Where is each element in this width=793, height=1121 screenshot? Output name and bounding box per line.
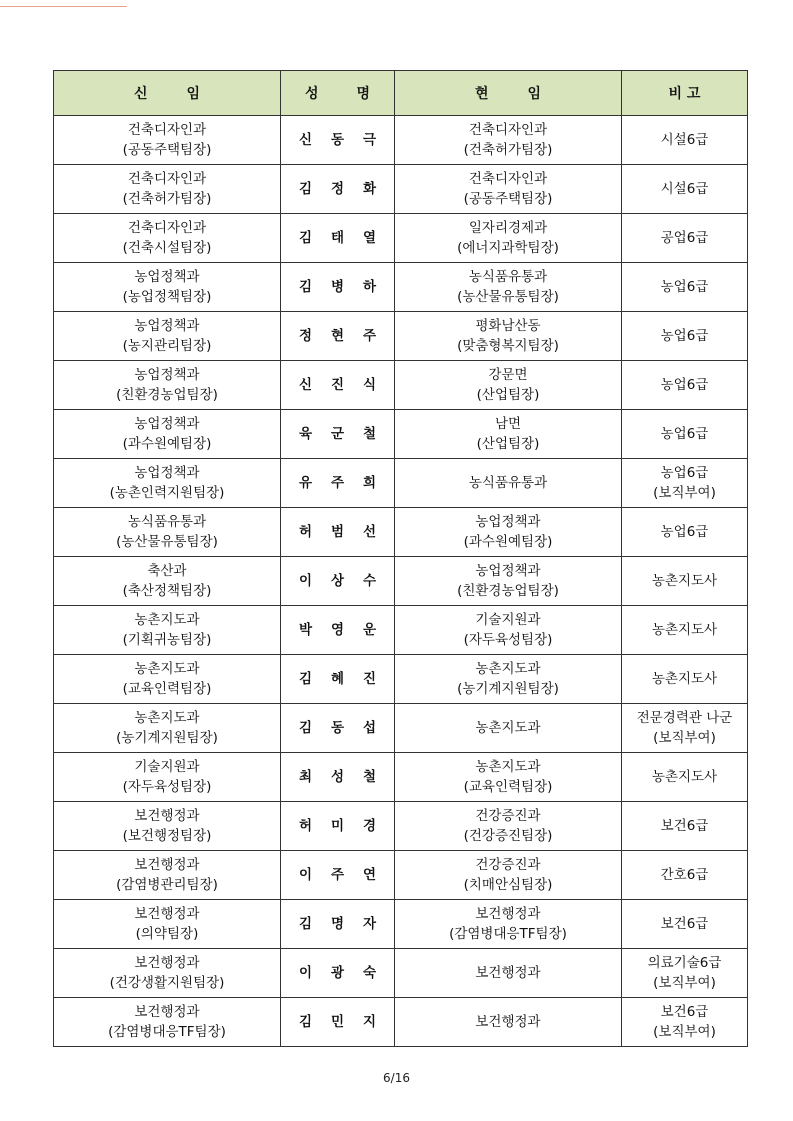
new-position-cell — [54, 998, 281, 1047]
name-char: 하 — [362, 279, 376, 295]
current-position-cell-line-1: 농업정책과 — [475, 563, 541, 579]
current-position-cell-line-1: 농촌지도과 — [475, 661, 541, 677]
current-position-cell-line-2: (산업팀장) — [476, 387, 540, 403]
current-position-cell — [395, 802, 622, 851]
current-position-cell-line-1: 평화남산동 — [475, 318, 541, 334]
current-position-cell-line-1: 농촌지도과 — [475, 720, 541, 736]
new-position-cell-line-2: (기획귀농팀장) — [122, 632, 212, 648]
note-cell — [622, 606, 748, 655]
current-position-cell — [395, 606, 622, 655]
table-row — [54, 655, 748, 704]
table-row — [54, 508, 748, 557]
name-char: 병 — [330, 279, 345, 295]
new-position-cell-line-2: (농촌인력지원팀장) — [109, 485, 225, 501]
current-position-cell — [395, 263, 622, 312]
table-row — [54, 312, 748, 361]
table-row — [54, 361, 748, 410]
new-position-cell-line-2: (농지관리팀장) — [122, 338, 212, 354]
note-cell — [622, 704, 748, 753]
current-position-cell-line-1: 보건행정과 — [475, 1014, 541, 1030]
table-row — [54, 753, 748, 802]
name-char: 운 — [362, 622, 376, 638]
current-position-cell-line-2: (농기계지원팀장) — [457, 681, 559, 697]
header-note: 비 고 — [622, 71, 748, 116]
new-position-cell-line-1: 농업정책과 — [134, 269, 200, 285]
current-position-cell-line-2: (산업팀장) — [476, 436, 540, 452]
current-position-cell — [395, 557, 622, 606]
name-char: 철 — [362, 426, 376, 442]
note-cell-line-1: 농업6급 — [660, 524, 709, 540]
person-name-cell — [281, 949, 395, 998]
new-position-cell — [54, 606, 281, 655]
current-position-cell-line-1: 건강증진과 — [475, 857, 541, 873]
new-position-cell-line-1: 농식품유통과 — [127, 514, 207, 530]
note-cell-line-1: 농업6급 — [660, 279, 709, 295]
note-cell — [622, 312, 748, 361]
current-position-cell — [395, 851, 622, 900]
name-char: 숙 — [362, 965, 376, 981]
new-position-cell — [54, 214, 281, 263]
current-position-cell — [395, 753, 622, 802]
current-position-cell-line-1: 농촌지도과 — [475, 759, 541, 775]
person-name-cell — [281, 459, 395, 508]
current-position-cell — [395, 410, 622, 459]
name-char: 혜 — [330, 671, 345, 687]
current-position-cell-line-2: (건강증진팀장) — [463, 828, 553, 844]
new-position-cell-line-2: (농기계지원팀장) — [116, 730, 218, 746]
header-new-position — [54, 71, 281, 116]
new-position-cell — [54, 263, 281, 312]
header-name-a: 성 — [305, 86, 319, 102]
name-char: 지 — [362, 1014, 376, 1030]
new-position-cell-line-1: 축산과 — [147, 563, 187, 579]
current-position-cell — [395, 900, 622, 949]
name-char: 영 — [330, 622, 345, 638]
person-name-cell — [281, 851, 395, 900]
note-cell-line-1: 공업6급 — [660, 230, 709, 246]
note-cell-line-1: 간호6급 — [660, 867, 709, 883]
new-position-cell — [54, 116, 281, 165]
new-position-cell-line-2: (건축시설팀장) — [122, 240, 212, 256]
table-row — [54, 263, 748, 312]
note-cell-line-1: 농업6급 — [660, 465, 709, 481]
current-position-cell-line-2: (치매안심팀장) — [463, 877, 553, 893]
name-char: 유 — [299, 475, 313, 491]
new-position-cell-line-2: (건축허가팀장) — [122, 191, 212, 207]
new-position-cell — [54, 802, 281, 851]
current-position-cell-line-2: (교육인력팀장) — [463, 779, 553, 795]
person-name-cell — [281, 753, 395, 802]
new-position-cell-line-1: 농촌지도과 — [134, 710, 200, 726]
current-position-cell-line-2: (농산물유통팀장) — [457, 289, 559, 305]
name-char: 정 — [299, 328, 313, 344]
note-cell-line-1: 농촌지도사 — [651, 573, 718, 589]
note-cell-line-1: 보건6급 — [660, 818, 709, 834]
name-char: 현 — [330, 328, 345, 344]
name-char: 정 — [330, 181, 345, 197]
name-char: 주 — [330, 475, 345, 491]
header-current-position — [395, 71, 622, 116]
page-number: 6/16 — [383, 1071, 410, 1085]
current-position-cell-line-1: 보건행정과 — [475, 965, 541, 981]
current-position-cell — [395, 361, 622, 410]
current-position-cell — [395, 312, 622, 361]
person-name-cell — [281, 802, 395, 851]
current-position-cell — [395, 459, 622, 508]
table-row — [54, 410, 748, 459]
note-cell-line-1: 전문경력관 나군 — [636, 710, 733, 726]
name-char: 수 — [362, 573, 376, 589]
new-position-cell-line-1: 농촌지도과 — [134, 612, 200, 628]
current-position-cell-line-2: (과수원예팀장) — [463, 534, 553, 550]
name-char: 허 — [299, 524, 313, 540]
name-char: 김 — [299, 916, 313, 932]
note-cell — [622, 655, 748, 704]
note-cell — [622, 949, 748, 998]
current-position-cell-line-1: 농식품유통과 — [468, 269, 548, 285]
name-char: 철 — [362, 769, 376, 785]
note-cell — [622, 900, 748, 949]
note-cell — [622, 508, 748, 557]
note-cell-line-2: (보직부여) — [653, 975, 716, 991]
note-cell-line-1: 시설6급 — [660, 132, 709, 148]
new-position-cell-line-2: (의약팀장) — [135, 926, 199, 942]
current-position-cell — [395, 655, 622, 704]
note-cell-line-1: 농촌지도사 — [651, 622, 718, 638]
new-position-cell-line-2: (감염병대응TF팀장) — [108, 1024, 226, 1040]
note-cell-line-2: (보직부여) — [653, 1024, 716, 1040]
name-char: 광 — [330, 965, 345, 981]
new-position-cell-line-2: (자두육성팀장) — [122, 779, 212, 795]
header-new-a: 신 — [133, 86, 148, 102]
new-position-cell — [54, 459, 281, 508]
note-cell — [622, 165, 748, 214]
current-position-cell — [395, 116, 622, 165]
table-row — [54, 998, 748, 1047]
table-row — [54, 802, 748, 851]
table-row — [54, 606, 748, 655]
new-position-cell — [54, 704, 281, 753]
current-position-cell — [395, 704, 622, 753]
new-position-cell-line-2: (과수원예팀장) — [122, 436, 212, 452]
name-char: 김 — [299, 279, 313, 295]
new-position-cell-line-1: 보건행정과 — [134, 1004, 200, 1020]
note-cell — [622, 459, 748, 508]
new-position-cell-line-1: 건축디자인과 — [127, 171, 207, 187]
new-position-cell — [54, 900, 281, 949]
person-name-cell — [281, 557, 395, 606]
table-row — [54, 851, 748, 900]
name-char: 박 — [299, 622, 313, 638]
name-char: 식 — [362, 377, 376, 393]
current-position-cell-line-1: 기술지원과 — [475, 612, 541, 628]
name-char: 김 — [299, 671, 313, 687]
current-position-cell-line-2: (감염병대응TF팀장) — [449, 926, 567, 942]
current-position-cell-line-2: (친환경농업팀장) — [457, 583, 559, 599]
current-position-cell-line-1: 농업정책과 — [475, 514, 541, 530]
name-char: 동 — [330, 720, 345, 736]
person-name-cell — [281, 361, 395, 410]
new-position-cell-line-2: (친환경농업팀장) — [116, 387, 218, 403]
name-char: 군 — [330, 426, 345, 442]
person-name-cell — [281, 165, 395, 214]
person-name-cell — [281, 508, 395, 557]
header-new-b: 임 — [186, 86, 201, 102]
name-char: 민 — [330, 1014, 345, 1030]
new-position-cell — [54, 361, 281, 410]
new-position-cell-line-2: (축산정책팀장) — [122, 583, 212, 599]
name-char: 선 — [362, 524, 376, 540]
current-position-cell-line-1: 남면 — [494, 416, 522, 432]
name-char: 성 — [330, 769, 345, 785]
name-char: 주 — [362, 328, 376, 344]
name-char: 연 — [362, 867, 376, 883]
name-char: 김 — [299, 181, 313, 197]
current-position-cell-line-1: 농식품유통과 — [468, 475, 548, 491]
new-position-cell-line-2: (농산물유통팀장) — [116, 534, 218, 550]
new-position-cell-line-1: 보건행정과 — [134, 857, 200, 873]
current-position-cell-line-2: (자두육성팀장) — [463, 632, 553, 648]
current-position-cell — [395, 165, 622, 214]
name-char: 명 — [330, 916, 345, 932]
note-cell-line-1: 농업6급 — [660, 426, 709, 442]
new-position-cell-line-1: 기술지원과 — [134, 759, 200, 775]
person-name-cell — [281, 998, 395, 1047]
person-name-cell — [281, 606, 395, 655]
new-position-cell-line-1: 보건행정과 — [134, 955, 200, 971]
header-name — [281, 71, 395, 116]
new-position-cell — [54, 312, 281, 361]
current-position-cell-line-1: 건축디자인과 — [468, 122, 548, 138]
current-position-cell — [395, 998, 622, 1047]
name-char: 주 — [330, 867, 345, 883]
current-position-cell-line-2: (에너지과학팀장) — [457, 240, 559, 256]
new-position-cell-line-1: 농업정책과 — [134, 416, 200, 432]
name-char: 자 — [362, 916, 376, 932]
new-position-cell-line-2: (건강생활지원팀장) — [109, 975, 225, 991]
new-position-cell — [54, 753, 281, 802]
header-name-b: 명 — [356, 86, 370, 102]
note-cell-line-1: 보건6급 — [660, 1004, 709, 1020]
note-cell — [622, 851, 748, 900]
table-header-row — [54, 71, 748, 116]
current-position-cell-line-1: 강문면 — [488, 367, 528, 383]
table-row — [54, 116, 748, 165]
new-position-cell-line-1: 농촌지도과 — [134, 661, 200, 677]
note-cell — [622, 998, 748, 1047]
name-char: 신 — [299, 132, 313, 148]
name-char: 육 — [299, 426, 313, 442]
name-char: 김 — [299, 720, 313, 736]
new-position-cell — [54, 655, 281, 704]
table-row — [54, 165, 748, 214]
name-char: 진 — [362, 671, 376, 687]
note-cell — [622, 557, 748, 606]
current-position-cell-line-1: 건축디자인과 — [468, 171, 548, 187]
table-row — [54, 704, 748, 753]
name-char: 김 — [299, 1014, 313, 1030]
name-char: 이 — [299, 965, 313, 981]
name-char: 열 — [362, 230, 376, 246]
current-position-cell-line-2: (맞춤형복지팀장) — [457, 338, 559, 354]
note-cell-line-1: 농촌지도사 — [651, 769, 718, 785]
person-name-cell — [281, 655, 395, 704]
person-name-cell — [281, 704, 395, 753]
table-row — [54, 949, 748, 998]
person-name-cell — [281, 214, 395, 263]
name-char: 이 — [299, 573, 313, 589]
current-position-cell — [395, 214, 622, 263]
note-cell — [622, 214, 748, 263]
name-char: 최 — [299, 769, 313, 785]
new-position-cell — [54, 557, 281, 606]
note-cell-line-1: 시설6급 — [660, 181, 709, 197]
note-cell — [622, 410, 748, 459]
name-char: 상 — [330, 573, 345, 589]
current-position-cell — [395, 949, 622, 998]
person-name-cell — [281, 900, 395, 949]
current-position-cell — [395, 508, 622, 557]
note-cell — [622, 361, 748, 410]
header-cur-b: 임 — [527, 86, 542, 102]
new-position-cell-line-2: (보건행정팀장) — [122, 828, 212, 844]
name-char: 경 — [362, 818, 376, 834]
person-name-cell — [281, 116, 395, 165]
name-char: 미 — [330, 818, 345, 834]
new-position-cell-line-1: 보건행정과 — [134, 808, 200, 824]
new-position-cell — [54, 851, 281, 900]
header-cur-a: 현 — [474, 86, 489, 102]
name-char: 이 — [299, 867, 313, 883]
new-position-cell — [54, 165, 281, 214]
name-char: 허 — [299, 818, 313, 834]
top-decorative-rule — [0, 6, 127, 7]
note-cell — [622, 753, 748, 802]
person-name-cell — [281, 312, 395, 361]
personnel-table — [53, 70, 748, 1047]
note-cell-line-1: 농업6급 — [660, 377, 709, 393]
name-char: 진 — [330, 377, 345, 393]
current-position-cell-line-1: 건강증진과 — [475, 808, 541, 824]
current-position-cell-line-2: (공동주택팀장) — [463, 191, 553, 207]
note-cell-line-2: (보직부여) — [653, 485, 716, 501]
note-cell — [622, 116, 748, 165]
name-char: 신 — [299, 377, 313, 393]
new-position-cell-line-2: (감염병관리팀장) — [116, 877, 218, 893]
name-char: 동 — [330, 132, 345, 148]
table-row — [54, 459, 748, 508]
name-char: 희 — [362, 475, 376, 491]
new-position-cell-line-1: 건축디자인과 — [127, 220, 207, 236]
person-name-cell — [281, 410, 395, 459]
name-char: 김 — [299, 230, 313, 246]
new-position-cell-line-1: 농업정책과 — [134, 465, 200, 481]
name-char: 화 — [362, 181, 376, 197]
note-cell-line-1: 농촌지도사 — [651, 671, 718, 687]
note-cell-line-1: 농업6급 — [660, 328, 709, 344]
name-char: 극 — [362, 132, 376, 148]
new-position-cell — [54, 508, 281, 557]
note-cell-line-1: 의료기술6급 — [647, 955, 722, 971]
person-name-cell — [281, 263, 395, 312]
table-row — [54, 900, 748, 949]
note-cell — [622, 802, 748, 851]
name-char: 섭 — [362, 720, 376, 736]
current-position-cell-line-1: 보건행정과 — [475, 906, 541, 922]
name-char: 범 — [330, 524, 345, 540]
note-cell-line-2: (보직부여) — [653, 730, 716, 746]
table-row — [54, 214, 748, 263]
new-position-cell-line-2: (교육인력팀장) — [122, 681, 212, 697]
table-row — [54, 557, 748, 606]
note-cell-line-1: 보건6급 — [660, 916, 709, 932]
note-cell — [622, 263, 748, 312]
new-position-cell-line-1: 농업정책과 — [134, 367, 200, 383]
name-char: 태 — [330, 230, 345, 246]
new-position-cell-line-1: 건축디자인과 — [127, 122, 207, 138]
new-position-cell-line-1: 보건행정과 — [134, 906, 200, 922]
new-position-cell-line-2: (공동주택팀장) — [122, 142, 212, 158]
new-position-cell — [54, 410, 281, 459]
current-position-cell-line-2: (건축허가팀장) — [463, 142, 553, 158]
current-position-cell-line-1: 일자리경제과 — [468, 220, 548, 236]
new-position-cell-line-1: 농업정책과 — [134, 318, 200, 334]
new-position-cell — [54, 949, 281, 998]
new-position-cell-line-2: (농업정책팀장) — [122, 289, 212, 305]
